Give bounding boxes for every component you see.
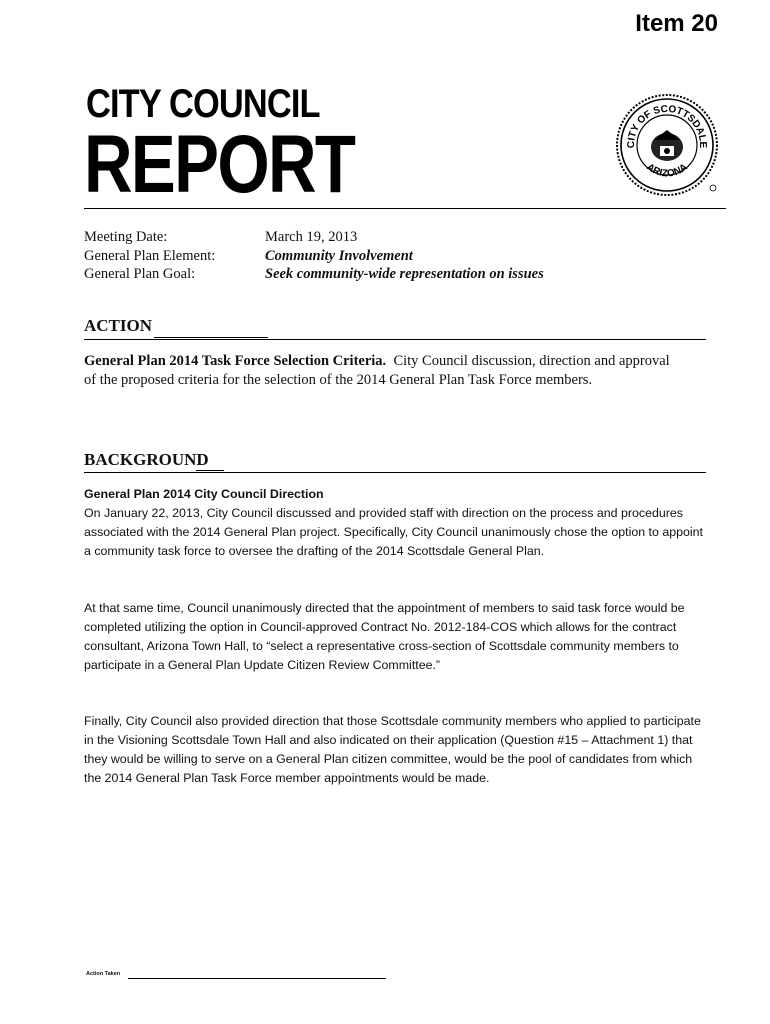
action-heading: ACTION — [84, 316, 153, 335]
action-taken-line — [128, 978, 386, 979]
masthead-divider — [84, 208, 726, 209]
meeting-date-value: March 19, 2013 — [265, 229, 358, 245]
background-paragraph-3: Finally, City Council also provided direction that those Scottsdale community members who applied to participate in the Visioning Scottsdale Town Hall and also indicated on their application (Question #15 – Attachment 1) that they would be willing to serve on a General Plan citizen committee, would be the pool of candidates from which the 2014 General Plan Task Force member appointments would be made. — [84, 714, 701, 785]
action-divider — [84, 339, 706, 340]
background-heading: BACKGROUND — [84, 450, 209, 469]
background-text-1: On January 22, 2013, City Council discussed and provided staff with direction on the process and procedures associated with the 2014 General Plan project. Specifically, City Council unanimously chose the option to appoint a community task force to oversee the drafting of the 2014 Scottsdale General Plan. — [84, 506, 703, 558]
action-lead: General Plan 2014 Task Force Selection Criteria. — [84, 353, 387, 369]
action-description — [84, 352, 684, 390]
action-text: City Council discussion, direction and approval of the proposed criteria for the selection of the 2014 General Plan Task Force members. — [84, 353, 670, 388]
background-paragraph-2: At that same time, Council unanimously directed that the appointment of members to said task force would be completed utilizing the option in Council-approved Contract No. 2012-184-COS which allows for the contract consultant, Arizona Town Hall, to “select a representative cross-section of Scottsdale community members to participate in a General Plan Update Citizen Review Committee.” — [84, 601, 685, 672]
masthead-city-council: CITY COUNCIL — [86, 82, 320, 126]
background-divider — [84, 472, 706, 473]
plan-element-value: Community Involvement — [265, 247, 413, 264]
svg-text:ARIZONA — [644, 162, 689, 180]
action-heading-underline — [154, 337, 268, 338]
background-heading-underline — [196, 470, 224, 471]
masthead-report: REPORT — [84, 119, 355, 210]
item-number: Item 20 — [635, 10, 718, 37]
action-taken-label: Action Taken — [86, 971, 121, 977]
plan-element-label: General Plan Element: — [84, 247, 216, 264]
plan-goal-label: General Plan Goal: — [84, 266, 196, 282]
background-paragraph-1 — [84, 485, 704, 561]
seal-text-bottom: ARIZONA — [644, 161, 690, 180]
meeting-date-label: Meeting Date: — [84, 229, 168, 245]
plan-goal-value: Seek community-wide representation on issues — [265, 266, 544, 282]
background-subheading: General Plan 2014 City Council Direction — [84, 487, 324, 501]
city-seal-icon — [614, 92, 720, 198]
seal-text-top: CITY OF SCOTTSDALE — [625, 103, 709, 149]
